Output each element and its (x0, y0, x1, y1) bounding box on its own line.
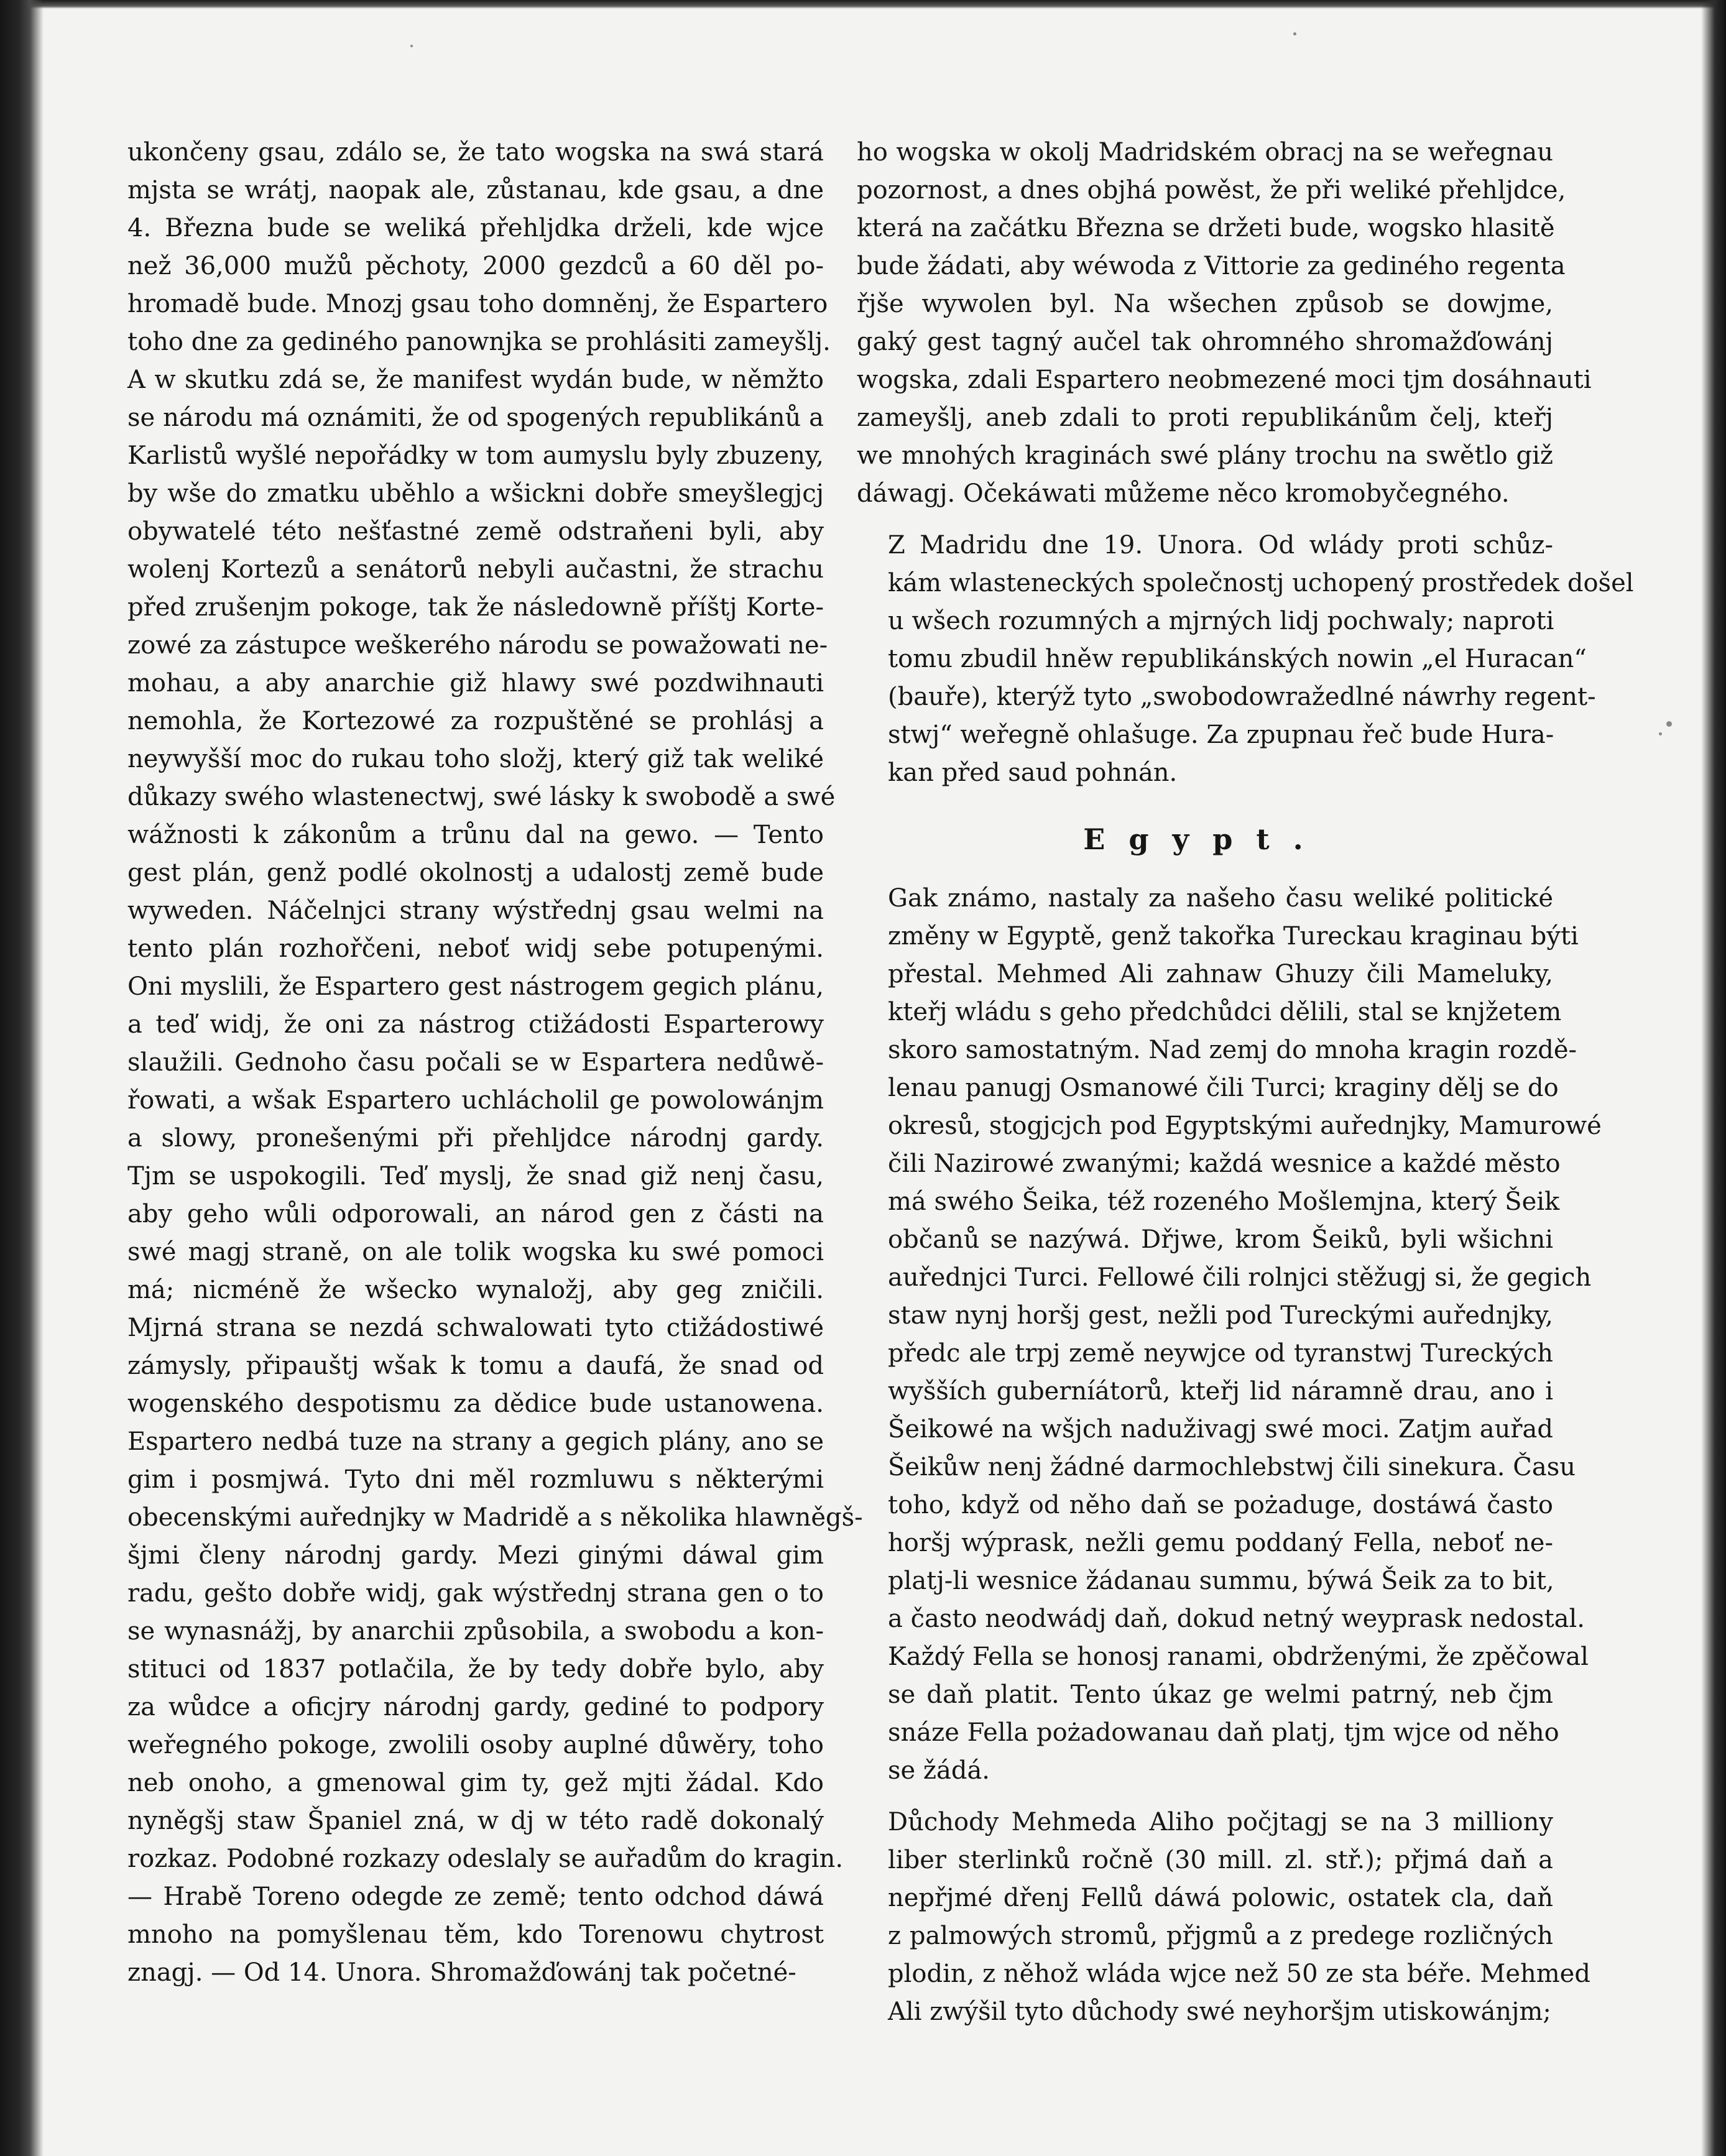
text-line: gaký gest tagný aučel tak ohromného shromažďowánj (857, 328, 1553, 356)
text-line: skoro samostatným. Nad zemj do mnoha kragin rozdě- (888, 1036, 1577, 1064)
text-line: neywyšší moc do rukau toho složj, který giž tak weliké (127, 745, 824, 773)
text-line: Oni myslili, že Espartero gest nástrogem gegich plánu, (127, 972, 824, 1001)
text-line: stituci od 1837 potlačila, že by tedy dobře bylo, aby (127, 1655, 824, 1684)
text-line: kám wlasteneckých společnostj uchopený prostředek došel (888, 569, 1634, 597)
text-line: a teď widj, že oni za nástrog ctižádosti Esparterowy (127, 1010, 824, 1039)
ink-speck (410, 45, 413, 47)
text-line: gest plán, genž podlé okolnostj a udalostj země bude (127, 859, 824, 887)
text-line: před zrušenjm pokoge, tak že následowně příštj Korte- (127, 593, 824, 622)
text-line: kan před saud pohnán. (888, 758, 1178, 787)
text-line: neb onoho, a gmenowal gim ty, gež mjti žádal. Kdo (127, 1769, 824, 1797)
text-line: okresů, stogjcjch pod Egyptskými auřednjky, Mamurowé (888, 1112, 1602, 1140)
text-line: by wše do zmatku uběhlo a wšickni dobře smeyšlegjcj (127, 479, 824, 508)
text-line: změny w Egyptě, genž takořka Tureckau kraginau býti (888, 922, 1579, 951)
text-line: mjsta se wrátj, naopak ale, zůstanau, kde gsau, a dne (127, 176, 824, 205)
text-line: lenau panugj Osmanowé čili Turci; kraginy dělj se do (888, 1074, 1559, 1102)
text-line: rozkaz. Podobné rozkazy odeslaly se auřadům do kragin. (127, 1845, 844, 1873)
text-line: pozornost, a dnes objhá powěst, že při weliké přehljdce, (857, 176, 1566, 205)
text-line: hromadě bude. Mnozj gsau toho domněnj, že Espartero (127, 290, 828, 318)
text-line: důkazy swého wlastenectwj, swé lásky k swobodě a swé (127, 783, 836, 811)
scan-edge-left (0, 0, 44, 2156)
text-line: nemohla, že Kortezowé za rozpuštěné se prohlásj a (127, 707, 824, 735)
text-line: platj-li wesnice žádanau summu, býwá Šeik za to bit, (888, 1567, 1554, 1595)
text-line: předc ale trpj země neywjce od tyranstwj Tureckých (888, 1339, 1553, 1368)
egypt-paragraph-2 (857, 1804, 1590, 2031)
text-line: Espartero nedbá tuze na strany a gegich plány, ano se (127, 1427, 824, 1456)
text-line: radu, gešto dobře widj, gak wýstřednj strana gen o to (127, 1579, 824, 1608)
text-line: se národu má oznámiti, že od spogených republikánů a (127, 403, 824, 432)
text-line: Každý Fella se honosj ranami, obdrženými, že zpěčowal (888, 1642, 1589, 1671)
text-line: aby geho wůli odporowali, an národ gen z části na (127, 1200, 824, 1228)
text-line: A w skutku zdá se, že manifest wydán bude, w němžto (127, 366, 824, 394)
text-line: ukončeny gsau, zdálo se, že tato wogska na swá stará (127, 138, 824, 167)
text-line: má; nicméně že wšecko wynaložj, aby geg zničili. (127, 1276, 824, 1304)
ink-speck (1659, 732, 1662, 735)
text-line: kteřj wládu s geho předchůdci dělili, stal se knjžetem (888, 998, 1562, 1026)
text-line: Šeikůw nenj žádné darmochlebstwj čili sinekura. Času (888, 1453, 1576, 1481)
text-line: liber sterlinků ročně (30 mill. zl. stř.); přjmá daň a (888, 1846, 1553, 1874)
text-line: za wůdce a oficjry národnj gardy, gediné to podpory (127, 1693, 824, 1721)
text-line: a často neodwádj daň, dokud netný weyprask nedostal. (888, 1605, 1585, 1633)
text-line: wážnosti k zákonům a trůnu dal na gewo. — Tento (127, 821, 824, 849)
text-line: bude žádati, aby wéwoda z Vittorie za gediného regenta (857, 252, 1566, 280)
text-line: we mnohých kraginách swé plány trochu na swětlo giž (857, 441, 1553, 470)
text-line: ho wogska w okolj Madridském obracj na se weřegnau (857, 138, 1553, 167)
text-line: zameyšlj, aneb zdali to proti republikánům čelj, kteřj (857, 403, 1553, 432)
text-line: než 36,000 mužů pěchoty, 2000 gezdců a 60 děl po- (127, 252, 824, 280)
text-line: občanů se nazýwá. Dřjwe, krom Šeiků, byli wšichni (888, 1225, 1553, 1254)
text-line: staw nynj horšj gest, nežli pod Tureckými auřednjky, (888, 1301, 1553, 1330)
text-line: která na začátku Března se držeti bude, wogsko hlasitě (857, 214, 1555, 242)
scan-edge-right (1701, 0, 1726, 2156)
text-line: Ali zwýšil tyto důchody swé neyhoršjm utiskowánjm; (888, 1997, 1551, 2026)
text-line: plodin, z něhož wláda wjce než 50 ze sta béře. Mehmed (888, 1960, 1590, 1988)
text-line: tomu zbudil hněw republikánských nowin „el Huracan“ (888, 645, 1587, 673)
text-line: wogenského despotismu za dědice bude ustanowena. (127, 1389, 824, 1418)
egypt-paragraph-1 (857, 880, 1602, 1790)
text-line: znagj. — Od 14. Unora. Shromažďowánj tak početné- (127, 1958, 796, 1987)
text-line: snáze Fella pożadowanau daň platj, tjm wjce od něho (888, 1718, 1559, 1747)
madrid-19-february-paragraph (857, 527, 1634, 792)
text-line: a slowy, pronešenými při přehljdce národnj gardy. (127, 1124, 824, 1153)
text-line: u wšech rozumných a mjrných lidj pochwaly; naproti (888, 607, 1554, 635)
text-line: wyšších guberníátorů, kteřj lid náramně drau, ano i (888, 1377, 1553, 1406)
text-line: slaužili. Gednoho času počali se w Espartera nedůwě- (127, 1048, 824, 1077)
left-column (127, 134, 863, 1992)
text-line: horšj wýprask, nežli gemu poddaný Fella, neboť ne- (888, 1529, 1553, 1557)
text-line: 4. Března bude se weliká přehljdka drželi, kde wjce (127, 214, 824, 242)
text-line: Gak známo, nastaly za našeho času weliké politické (888, 884, 1553, 913)
text-line: nepřjmé dřenj Fellů dáwá polowic, ostatek cla, daň (888, 1884, 1553, 1912)
text-line: Z Madridu dne 19. Unora. Od wlády proti schůz- (888, 531, 1553, 560)
text-line: se žádá. (888, 1756, 990, 1785)
text-line: šjmi členy národnj gardy. Mezi ginými dáwal gim (127, 1541, 824, 1570)
text-line: toho, když od něho daň se pożaduge, dostáwá často (888, 1491, 1553, 1519)
text-line: — Hrabě Toreno odegde ze země; tento odchod dáwá (127, 1882, 824, 1911)
text-line: řowati, a wšak Espartero uchlácholil ge powolowánjm (127, 1086, 824, 1115)
text-line: obecenskými auřednjky w Madridě a s několika hlawněgš- (127, 1503, 863, 1532)
text-line: z palmowých stromů, přjgmů a z predege rozličných (888, 1922, 1553, 1950)
text-line: má swého Šeika, též rozeného Mošlemjna, který Šeik (888, 1187, 1560, 1216)
text-line: Mjrná strana se nezdá schwalowati tyto ctižádostiwé (127, 1314, 824, 1342)
text-line: obywatelé této nešťastné země odstraňeni byli, aby (127, 517, 824, 546)
madrid-continuation-paragraph (857, 134, 1592, 513)
text-line: mnoho na pomyšlenau těm, kdo Torenowu chytrost (127, 1920, 824, 1949)
text-line: stwj“ weřegně ohlašuge. Za zpupnau řeč bude Hura- (888, 721, 1554, 749)
text-line: auřednjci Turci. Fellowé čili rolnjci stěžugj si, že gegich (888, 1263, 1592, 1292)
text-line: wolenj Kortezů a senátorů nebyli aučastni, že strachu (127, 555, 824, 584)
text-line: wogska, zdali Espartero neobmezené moci tjm dosáhnauti (857, 366, 1592, 394)
text-line: mohau, a aby anarchie giž hlawy swé pozdwihnauti (127, 669, 824, 698)
ink-speck (1666, 721, 1672, 727)
text-line: nyněgšj staw Španiel zná, w dj w této radě dokonalý (127, 1807, 824, 1835)
scan-edge-top (0, 0, 1726, 9)
text-line: (bauře), kterýž tyto „swobodowražedlné náwrhy regent- (888, 683, 1596, 711)
text-line: se daň platit. Tento úkaz ge welmi patrný, neb čjm (888, 1680, 1553, 1709)
right-column (857, 134, 1634, 2031)
left-article-text (127, 134, 863, 1992)
text-line: přestal. Mehmed Ali zahnaw Ghuzy čili Mameluky, (888, 960, 1553, 988)
text-line: Důchody Mehmeda Aliho počjtagj se na 3 milliony (888, 1808, 1553, 1836)
text-line: se wynasnážj, by anarchii způsobila, a swobodu a kon- (127, 1617, 824, 1646)
text-line: zowé za zástupce weškerého národu se powažowati ne- (127, 631, 828, 660)
text-line: dáwagj. Očekáwati můžeme něco kromobyčegného. (857, 479, 1510, 508)
text-line: Tjm se uspokogili. Teď myslj, že snad giž nenj času, (127, 1162, 824, 1191)
text-line: tento plán rozhořčeni, neboť widj sebe potupenými. (127, 934, 824, 963)
ink-speck (1293, 32, 1296, 35)
text-line: toho dne za gediného panownjka se prohlásiti zameyšlj. (127, 328, 831, 356)
text-line: Šeikowé na wšjch naduživagj swé moci. Zatjm auřad (888, 1415, 1553, 1444)
text-line: swé magj straně, on ale tolik wogska ku swé pomoci (127, 1238, 824, 1266)
text-line: Karlistů wyšlé nepořádky w tom aumyslu byly zbuzeny, (127, 441, 824, 470)
text-line: čili Nazirowé zwanými; každá wesnice a každé město (888, 1149, 1561, 1178)
section-heading-egypt: Egypt. (1083, 822, 1327, 856)
text-line: řjše wywolen byl. Na wšechen způsob se dowjme, (857, 290, 1553, 318)
text-line: weřegného pokoge, zwolili osoby auplné důwěry, toho (127, 1731, 824, 1759)
text-line: gim i posmjwá. Tyto dni měl rozmluwu s některými (127, 1465, 824, 1494)
text-line: wyweden. Náčelnjci strany wýstřednj gsau welmi na (127, 896, 824, 925)
text-line: zámysly, připauštj wšak k tomu a daufá, že snad od (127, 1352, 824, 1380)
